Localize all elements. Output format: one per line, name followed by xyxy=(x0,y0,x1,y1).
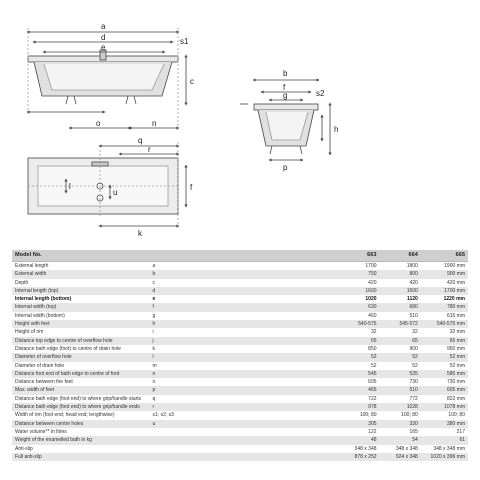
table-body xyxy=(12,262,468,461)
row-value-2: 772 xyxy=(409,395,418,402)
row-value-1: 1700 xyxy=(365,263,377,269)
table-row xyxy=(12,337,468,345)
row-value-1: 722 xyxy=(368,395,377,402)
row-symbol: g xyxy=(152,312,156,319)
row-value-3: 65 mm xyxy=(449,337,465,344)
header-model-3: 665 xyxy=(455,252,465,258)
row-symbol: m xyxy=(152,362,157,369)
table-row xyxy=(12,386,468,394)
row-value-1: 465 xyxy=(368,387,377,394)
row-symbol: b xyxy=(152,271,156,278)
row-label: External width xyxy=(15,271,47,278)
table-row xyxy=(12,420,468,428)
row-symbol: a xyxy=(152,263,156,269)
row-label: Height with feet xyxy=(15,321,50,328)
row-symbol: d xyxy=(152,287,156,294)
dim-label-s1: s1 xyxy=(180,37,189,46)
row-value-1: 122 xyxy=(368,428,377,435)
row-value-3: 585 mm xyxy=(446,370,465,377)
row-value-1: 850 xyxy=(368,345,377,352)
row-value-3: 52 mm xyxy=(449,354,465,361)
row-value-3: 780 mm xyxy=(446,304,465,311)
row-value-3: 1900 mm xyxy=(444,263,465,269)
row-value-2: 680 xyxy=(409,304,418,311)
row-symbol: u xyxy=(152,420,156,427)
row-value-1: 878 x 252 xyxy=(354,453,377,460)
table-row xyxy=(12,445,468,453)
row-symbol xyxy=(153,453,338,461)
row-label: Water volume** in litres xyxy=(15,428,67,435)
header-model-1: 663 xyxy=(367,252,377,258)
row-value-1: 605 xyxy=(368,379,377,386)
dim-label-n: n xyxy=(152,119,157,128)
row-value-2: 1600 xyxy=(406,287,418,294)
dim-label-g: g xyxy=(283,91,288,100)
table-row xyxy=(12,328,468,336)
row-value-2: 510 xyxy=(409,312,418,319)
row-value-3: 950 mm xyxy=(446,345,465,352)
row-value-1: 48 xyxy=(370,437,377,444)
dim-label-h: h xyxy=(334,125,339,134)
row-value-1: 750 xyxy=(368,271,377,278)
row-label: External length xyxy=(15,263,49,269)
header-symbol xyxy=(153,250,338,261)
row-value-1: 545 xyxy=(368,370,377,377)
header-label: Model No. xyxy=(15,252,42,258)
row-value-3: 1700 mm xyxy=(444,287,465,294)
row-value-3: 420 mm xyxy=(446,279,465,286)
row-label: Width of rim (foot end; head end; lengthwise) xyxy=(15,412,115,419)
row-value-1: 32 xyxy=(370,329,377,336)
row-value-2: 1028 xyxy=(406,404,418,411)
row-value-3: 615 mm xyxy=(446,312,465,319)
row-label: Internal length (top) xyxy=(15,287,59,294)
row-symbol xyxy=(153,436,338,444)
row-value-1: 978 xyxy=(368,404,377,411)
row-value-1: 305 xyxy=(368,420,377,427)
row-value-3: 217 xyxy=(456,428,465,435)
table-row xyxy=(12,411,468,419)
header-model-2: 664 xyxy=(408,252,418,258)
table-row xyxy=(12,320,468,328)
row-value-3: 380 mm xyxy=(446,420,465,427)
row-value-3: 1020 x 396 mm xyxy=(430,453,465,460)
row-label: Full anti-slip xyxy=(15,453,42,460)
row-value-3: 605 mm xyxy=(446,387,465,394)
dim-label-u: u xyxy=(113,188,118,197)
dim-label-d: d xyxy=(101,33,106,42)
row-label: Distance between the feet xyxy=(15,379,73,386)
row-value-2: 800 xyxy=(409,271,418,278)
table-header xyxy=(12,250,468,262)
dim-label-p: p xyxy=(283,163,288,172)
row-symbol: h xyxy=(152,321,156,328)
dim-label-l: l xyxy=(69,182,71,191)
row-value-3: 1078 mm xyxy=(444,404,465,411)
table-row xyxy=(12,395,468,403)
row-label: Internal width (top) xyxy=(15,304,57,311)
row-value-2: 1120 xyxy=(406,296,418,303)
row-label: Internal width (bottom) xyxy=(15,312,65,319)
row-value-3: 32 mm xyxy=(449,329,465,336)
row-symbol: n xyxy=(152,370,156,377)
row-symbol: j xyxy=(152,337,154,344)
dim-label-b: b xyxy=(283,69,288,78)
dim-label-k: k xyxy=(138,229,142,238)
row-value-3: 1220 mm xyxy=(443,296,465,303)
row-value-2: 535 xyxy=(409,370,418,377)
row-label: Height of rim xyxy=(15,329,44,336)
table-row xyxy=(12,303,468,311)
dim-label-f-plan: f xyxy=(190,183,193,192)
row-label: Weight of the enamelled bath in kg xyxy=(15,437,92,444)
table-row xyxy=(12,287,468,295)
row-label: Diameter of overflow hole xyxy=(15,354,72,361)
row-value-2: 52 xyxy=(412,354,418,361)
row-value-3: 822 mm xyxy=(446,395,465,402)
table-row xyxy=(12,428,468,436)
row-value-3: 61 xyxy=(459,437,465,444)
dim-label-r: r xyxy=(148,145,151,154)
table-row xyxy=(12,436,468,444)
row-value-3: 52 mm xyxy=(449,362,465,369)
table-row xyxy=(12,295,468,303)
dim-label-e: e xyxy=(101,43,106,52)
row-symbol: s1; s2; s3 xyxy=(152,412,174,419)
row-label: Anti-slip xyxy=(15,445,33,452)
row-label: Distance bath edge (foot end) to where grip/handle starts xyxy=(15,395,142,402)
row-label: Max. width of feet xyxy=(15,387,55,394)
plan-view xyxy=(28,142,186,230)
table-row xyxy=(12,312,468,320)
row-value-3: 900 mm xyxy=(446,271,465,278)
row-value-2: 348 x 348 xyxy=(395,445,418,452)
row-symbol: e xyxy=(152,296,156,303)
row-symbol: i xyxy=(152,329,154,336)
row-symbol xyxy=(153,445,338,453)
row-value-1: 1020 xyxy=(365,296,377,303)
row-symbol: c xyxy=(152,279,156,286)
row-value-1: 65 xyxy=(370,337,377,344)
row-value-1: 52 xyxy=(370,354,377,361)
row-value-3: 100; 80 xyxy=(448,412,465,419)
table-row xyxy=(12,362,468,370)
spec-table xyxy=(12,250,468,461)
dim-label-o: o xyxy=(96,119,101,128)
row-value-1: 52 xyxy=(370,362,377,369)
row-symbol: p xyxy=(152,387,156,394)
table-row xyxy=(12,353,468,361)
row-value-2: 54 xyxy=(412,437,418,444)
side-view xyxy=(28,28,186,130)
table-row xyxy=(12,262,468,270)
row-value-2: 330 xyxy=(409,420,418,427)
table-row xyxy=(12,370,468,378)
dim-label-f: f xyxy=(283,83,286,92)
row-symbol: l xyxy=(152,354,154,361)
row-value-2: 52 xyxy=(412,362,418,369)
row-value-2: 100; 80 xyxy=(401,412,418,419)
row-symbol xyxy=(153,428,338,436)
row-label: Distance bath edge (foot) to centre of drain hole xyxy=(15,345,121,352)
row-label: Internal length (bottom) xyxy=(15,296,72,303)
row-value-2: 900 xyxy=(409,345,418,352)
table-row xyxy=(12,403,468,411)
row-value-1: 460 xyxy=(368,312,377,319)
row-symbol: f xyxy=(152,304,154,311)
row-value-1: 540-575 xyxy=(358,321,377,328)
row-value-3: 730 mm xyxy=(446,379,465,386)
row-value-1: 348 x 348 xyxy=(354,445,377,452)
row-value-2: 32 xyxy=(412,329,418,336)
row-value-2: 924 x 348 xyxy=(395,453,418,460)
row-label: Distance between centre holes xyxy=(15,420,84,427)
row-value-2: 1800 xyxy=(406,263,418,269)
row-label: Depth xyxy=(15,279,29,286)
row-label: Distance foot end of bath edge to centre of foot xyxy=(15,370,120,377)
table-row xyxy=(12,378,468,386)
row-value-2: 420 xyxy=(409,279,418,286)
row-label: Distance top edge to centre of overflow hole xyxy=(15,337,113,344)
dim-label-c: c xyxy=(190,77,194,86)
row-value-1: 630 xyxy=(368,304,377,311)
row-value-2: 65 xyxy=(412,337,418,344)
row-symbol: o xyxy=(152,379,156,386)
row-label: Distance bath edge (foot end) to where grip/handle ends xyxy=(15,404,140,411)
row-symbol: r xyxy=(152,404,155,411)
row-symbol: q xyxy=(152,395,156,402)
dim-label-a: a xyxy=(101,22,106,31)
row-value-2: 165 xyxy=(409,428,418,435)
row-label: Diameter of drain hole xyxy=(15,362,65,369)
row-value-2: 545-572 xyxy=(399,321,418,328)
table-row xyxy=(12,453,468,461)
row-value-1: 420 xyxy=(368,279,377,286)
row-symbol: k xyxy=(152,345,156,352)
row-value-3: 540-575 mm xyxy=(436,321,465,328)
table-row xyxy=(12,270,468,278)
dim-label-s2: s2 xyxy=(316,89,325,98)
row-value-3: 348 x 348 mm xyxy=(433,445,465,452)
table-row xyxy=(12,345,468,353)
dim-label-q: q xyxy=(138,136,143,145)
row-value-1: 100; 80 xyxy=(359,412,377,419)
row-value-1: 1600 xyxy=(365,287,377,294)
row-value-2: 730 xyxy=(409,379,418,386)
table-row xyxy=(12,279,468,287)
row-value-2: 510 xyxy=(409,387,418,394)
